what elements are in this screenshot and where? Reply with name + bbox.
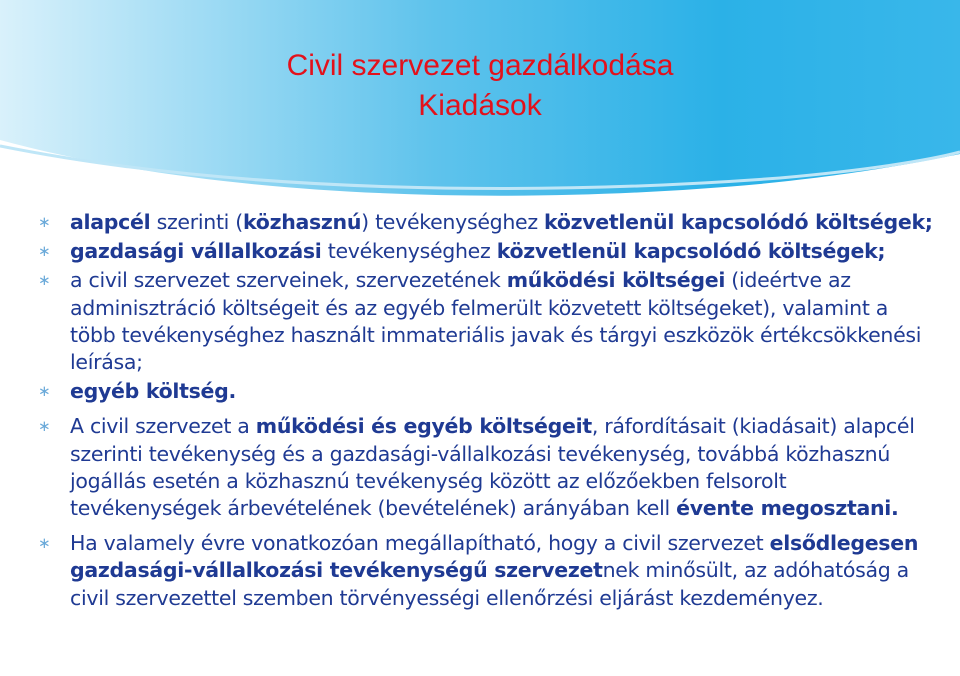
bullet-icon: ∗: [38, 382, 51, 401]
bullet-5-bold-2: évente megosztani.: [676, 496, 899, 521]
bullet-icon: ∗: [38, 271, 51, 290]
bullet-icon: ∗: [38, 417, 51, 436]
bullet-item-1: [36, 209, 936, 236]
bullet-6-text-2: nek minősült, az adóhatóság a civil szervezettel szemben törvényességi ellenőrzési eljárást kezdeményez.: [70, 558, 909, 610]
bullet-item-5: [36, 413, 936, 522]
bullet-3-bold-1: működési költségei: [506, 268, 726, 293]
header-wave-decoration: [0, 140, 960, 210]
bullet-icon: ∗: [38, 534, 51, 553]
bullet-1-bold-3: közvetlenül kapcsolódó költségek;: [544, 210, 933, 234]
bullet-3-text-2: (ideértve az adminisztráció költségeit és az egyéb felmerült közvetett költségeket), valamint a több tevékenységhez használt immateriális javak és tárgyi eszközök értékcsökkenési leírása;: [70, 268, 922, 375]
bullet-1-text-2: ) tevékenységhez: [361, 210, 545, 234]
bullet-6-bold-1: elsődlegesen gazdasági-vállalkozási tevékenységű szervezet: [70, 531, 919, 583]
bullet-2-text-1: tevékenységhez: [321, 239, 497, 264]
title-line-1: Civil szervezet gazdálkodása: [286, 49, 674, 82]
bullet-item-2: [36, 238, 936, 265]
bullet-icon: ∗: [38, 242, 51, 261]
bullet-1-text-1: szerinti (: [150, 210, 243, 234]
bullet-2-bold-1: gazdasági vállalkozási: [70, 239, 322, 264]
bullet-3-text-1: a civil szervezet szerveinek, szervezetének: [70, 268, 507, 293]
bullet-5-text-2: , ráfordításait (kiadásait) alapcél szerinti tevékenység és a gazdasági-vállalkozási tevékenység, továbbá közhasznú jogállás esetén a közhasznú tevékenység között az előzőekben felsorolt tevékenységek árbevételének (bevételének) arányában kell: [70, 414, 915, 521]
bullet-4-bold-1: egyéb költség.: [70, 379, 237, 404]
bullet-item-4: [36, 378, 936, 405]
bullet-icon: ∗: [38, 213, 51, 231]
bullet-1-bold-2: közhasznú: [243, 210, 362, 234]
title-line-2: Kiadások: [418, 89, 542, 122]
bullet-list: [36, 209, 936, 612]
bullet-5-text-1: A civil szervezet a: [70, 414, 256, 439]
bullet-item-3: [36, 267, 936, 376]
bullet-item-6: [36, 530, 936, 612]
bullet-2-bold-2: közvetlenül kapcsolódó költségek;: [496, 239, 886, 264]
slide-title: [0, 46, 960, 126]
bullet-6-text-1: Ha valamely évre vonatkozóan megállapítható, hogy a civil szervezet: [70, 531, 770, 556]
bullet-5-bold-1: működési és egyéb költségeit: [255, 414, 592, 439]
bullet-1-bold-1: alapcél: [70, 210, 151, 234]
